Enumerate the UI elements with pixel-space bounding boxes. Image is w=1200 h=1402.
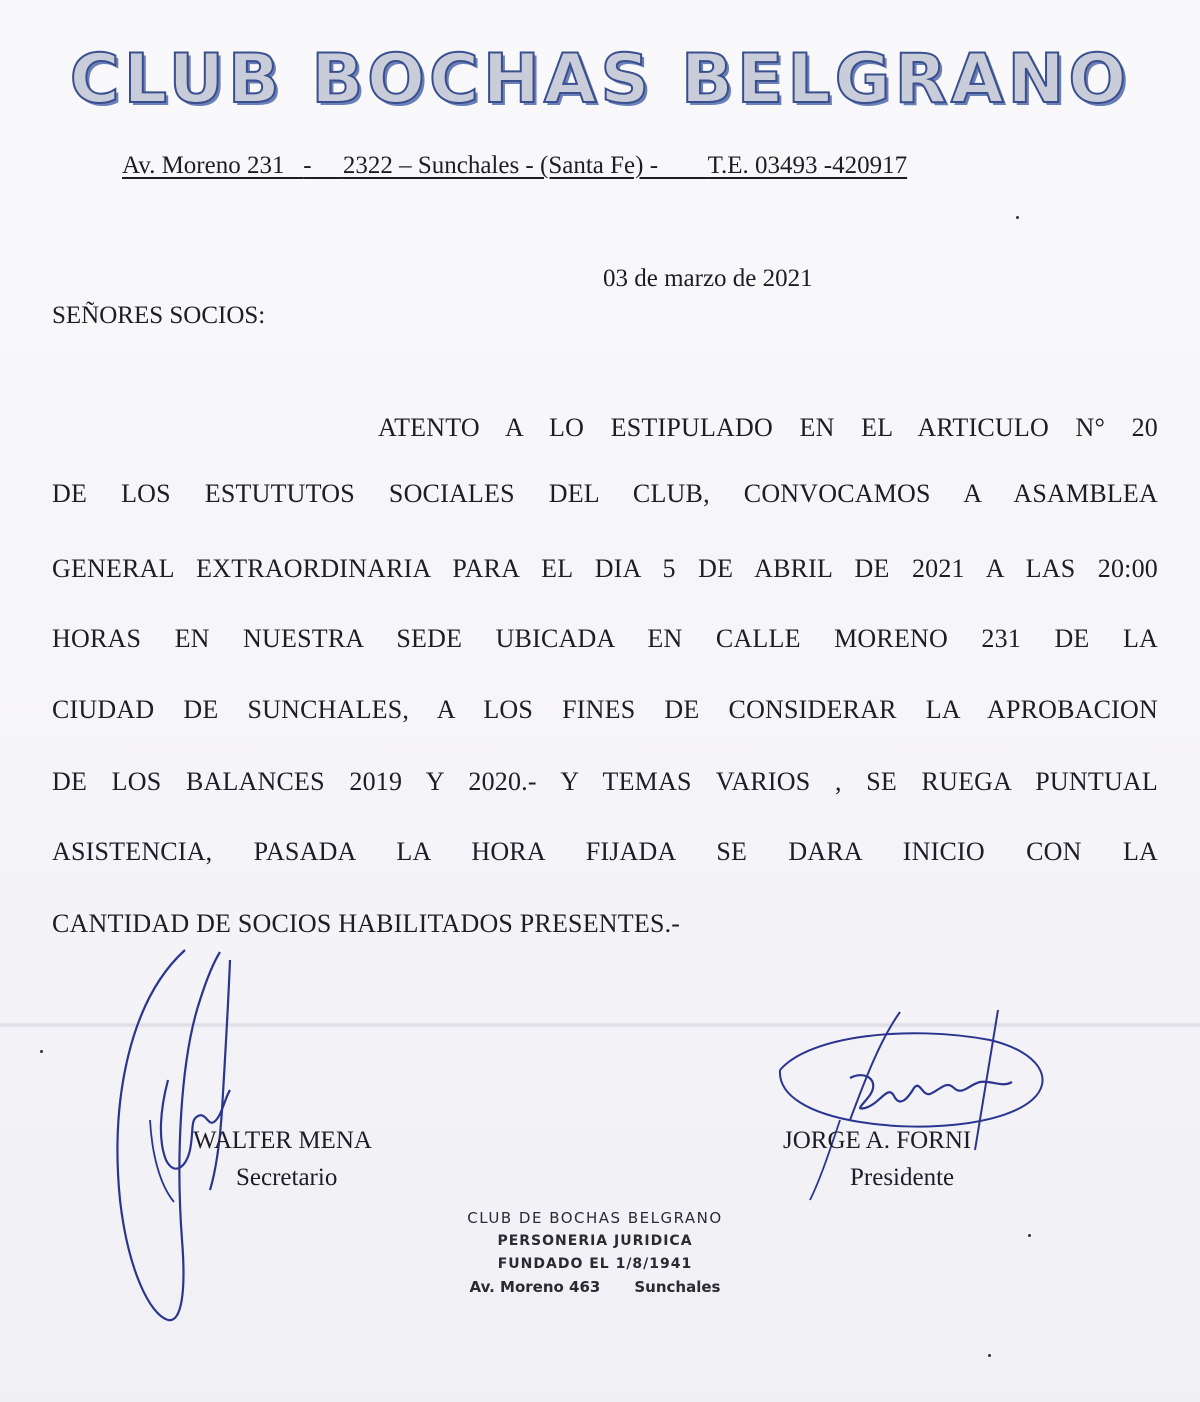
president-role: Presidente: [850, 1164, 955, 1191]
club-letterhead-title: CLUB BOCHAS BELGRANO: [69, 40, 1131, 119]
letterhead-address: [122, 152, 907, 180]
address-phone: T.E. 03493 -420917: [707, 152, 908, 179]
paper-speck: [1028, 1234, 1031, 1237]
address-separator: -: [303, 152, 312, 179]
letter-date: 03 de marzo de 2021: [603, 265, 813, 292]
stamp-address-row: [440, 1276, 750, 1298]
stamp-founded: FUNDADO EL 1/8/1941: [497, 1256, 693, 1272]
secretary-name: WALTER MENA: [193, 1127, 372, 1154]
club-stamp: [440, 1207, 750, 1298]
stamp-address: Av. Moreno 463: [469, 1278, 601, 1296]
body-line: DE LOS BALANCES 2019 Y 2020.- Y TEMAS VARIOS , SE RUEGA PUNTUAL: [52, 767, 1158, 796]
president-name: JORGE A. FORNI: [783, 1127, 972, 1154]
body-line: ASISTENCIA, PASADA LA HORA FIJADA SE DARA INICIO CON LA: [52, 837, 1158, 866]
body-line: ATENTO A LO ESTIPULADO EN EL ARTICULO N° 20: [378, 413, 1158, 442]
body-line: HORAS EN NUESTRA SEDE UBICADA EN CALLE MORENO 231 DE LA: [52, 624, 1158, 653]
paper-speck: [988, 1354, 991, 1357]
stamp-city: Sunchales: [634, 1278, 721, 1296]
address-street: Av. Moreno 231: [122, 152, 285, 179]
paper-speck: [40, 1050, 43, 1053]
stamp-club-name: CLUB DE BOCHAS BELGRANO: [467, 1209, 723, 1227]
secretary-role: Secretario: [236, 1164, 338, 1191]
address-city: 2322 – Sunchales - (Santa Fe) -: [342, 152, 659, 179]
letter-salutation: SEÑORES SOCIOS:: [52, 302, 266, 329]
body-line: CIUDAD DE SUNCHALES, A LOS FINES DE CONSIDERAR LA APROBACION: [52, 695, 1158, 724]
paper-speck: [1016, 216, 1019, 219]
body-line: CANTIDAD DE SOCIOS HABILITADOS PRESENTES.-: [52, 909, 681, 938]
body-line: DE LOS ESTUTUTOS SOCIALES DEL CLUB, CONVOCAMOS A ASAMBLEA: [52, 479, 1158, 508]
stamp-legal-status: PERSONERIA JURIDICA: [497, 1233, 693, 1249]
body-line: GENERAL EXTRAORDINARIA PARA EL DIA 5 DE ABRIL DE 2021 A LAS 20:00: [52, 554, 1158, 583]
